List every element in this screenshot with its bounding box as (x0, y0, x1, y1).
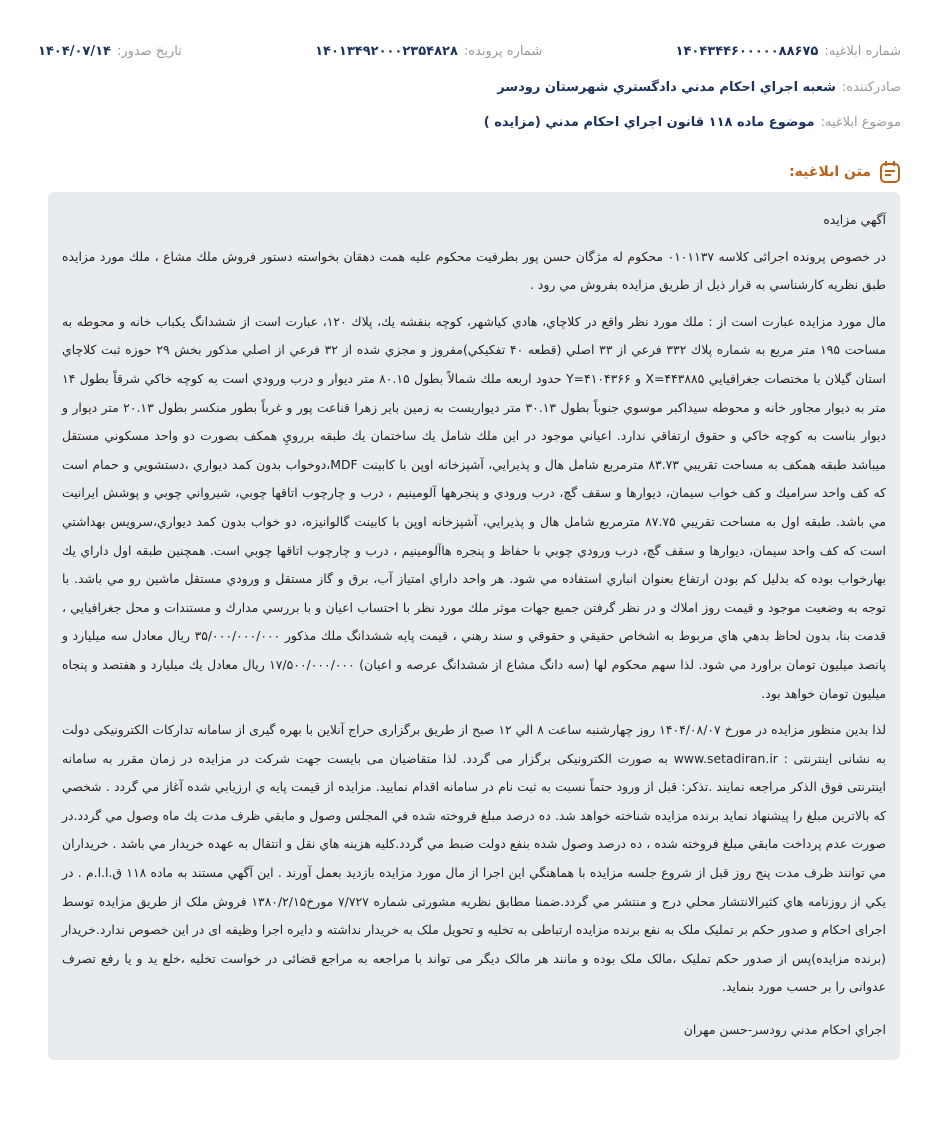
case-number (315, 44, 542, 59)
issue-date-value: ۱۴۰۴/۰۷/۱۴ (38, 44, 111, 59)
subject-row (38, 115, 901, 130)
notice-number-label: شماره ابلاغیه: (824, 44, 901, 59)
notice-title: آگهي مزايده (823, 212, 886, 227)
issue-date-label: تاریخ صدور: (117, 44, 182, 59)
notice-paragraph: مال مورد مزايده عبارت است از : ملك مورد نظر واقع در كلاچاي، هادي كياشهر، كوچه بنفشه يك، پلاك ۱۲۰، عبارت است از ششدانگ يكباب خانه و محوطه به مساحت ۱۹۵ متر مربع به شماره پلاك ۳۳۲ فرعي از ۳۳ اصلي (قطعه ۴۰ تفكيكي)مفروز و مجزي شده از ۳۲ فرعي از اصلي مذكور بخش ۲۹ حوزه ثبت كلاچاي استان گيلان با مختصات جغرافيايي X=۴۴۳۸۸۵ و Y=۴۱۰۴۳۶۶ حدود اربعه ملك شمالاً بطول ۸۰.۱۵ متر ديوار و درب ورودي است به كوچه خاكي شرقاً بطول ۱۴ متر به ديوار مجاور خانه و محوطه سيداكبر موسوي جنوباً بطول ۳۰.۱۳ متر ديواريست به زمين باير زهرا قناعت پور و غرباً بطور منكسر بطول ۲۰.۱۳ متر ديوار و ديوار بناست به كوچه خاكي و حقوق ارتفاقي ندارد. اعياني موجود در اين ملك شامل يك ساختمان يك طبقه بررويِ همكف بصورت دو واحد مسكوني مستقل ميباشد طبقه همكف به مساحت تقريبي ۸۳.۷۳ مترمربع شامل هال و پذيرايي، آشپزخانه اوپن با كابينت MDF،دوخواب بدون كمد ديواري ،دستشويي و حمام است كه كف واحد سراميك و كف خواب سيمان، ديوارها و سقف گچ، درب ورودي و پنجرهها آلومينيم ، درب و چارچوب اتاقها چوبي، شيرواني چوبي و پوشش ايرانيت مي باشد. طبقه اول به مساحت تقريبي ۸۷.۷۵ مترمربع شامل هال و پذيرايي، آشپزخانه اوپن با كابينت گالوانيزه، دو خواب بدون كمد ديواري،سرويس بهداشتي است كه كف واحد سيمان، ديوارها و سقف گچ، درب ورودي چوبي با حفاظ و پنجره هاآلومينيم ، درب و چارچوب اتاقها چوبي است. همچنين طبقه اول داراي يك بهارخواب بوده كه بدليل كم بودن ارتفاع بعنوان انباري استفاده مي شود. هر واحد داراي امتياز آب، برق و گاز مستقل و ورودي مستقل ماشين رو مي باشد. با توجه به وضعيت موجود و قيمت روز املاك و در نظر گرفتن جميع جهات موثر ملك مورد نظر با احتساب اعيان و با بررسي مدارك و مستندات و محل جغرافيايي ، قدمت بنا، بدون لحاظ بدهي هاي مربوط به اشخاص حقيقي و حقوقي و سند رهني ، قيمت پايه ششدانگ ملك مذكور ۳۵/۰۰۰/۰۰۰/۰۰۰ ريال معادل سه ميليارد و پانصد ميليون تومان براورد مي شود. لذا سهم محكوم لها (سه دانگ مشاع از ششدانگ عرصه و اعيان) ۱۷/۵۰۰/۰۰۰/۰۰۰ ريال معادل يك ميليارد و هفتصد و پنجاه ميليون تومان خواهد بود. (62, 313, 887, 701)
notice-signature: اجراي احكام مدني رودسر-حسن مهران (683, 1022, 886, 1038)
notepad-icon (879, 160, 901, 184)
issuer-value: شعبه اجراي احكام مدني دادگستري شهرستان رودسر (497, 80, 836, 95)
notice-body (48, 192, 900, 1060)
issuer-row (38, 80, 901, 95)
notice-number-value: ۱۴۰۴۳۴۴۶۰۰۰۰۰۸۸۶۷۵ (675, 44, 819, 59)
case-number-label: شماره پرونده: (463, 44, 543, 59)
notice-number (676, 44, 901, 59)
subject-label: موضوع ابلاغیه: (820, 115, 901, 130)
notice-meta-row (38, 44, 901, 59)
notice-paragraph: لذا بدين منظور مزايده در مورخ ۱۴۰۴/۰۸/۰۷ روز چهارشنبه ساعت ۸ الي ۱۲ صبح از طریق برگزاری حراج آنلاین با بهره گیری از سامانه تدارکات الکترونیکی دولت به نشانی اینترنتی : www.setadiran.ir به صورت الکترونیکی برگزار می گردد. لذا متقاضیان می بایست جهت شرکت در مزایده در زمان مقرر به سامانه اینترنتی فوق الذکر مراجعه نمایند .تذکر: قبل از ورود حتماً نسبت به ثبت نام در سامانه اقدام نمایید. مزايده از قيمت پايه ي ارزيابي شده آغاز مي گردد . شخصي كه بالاترين مبلغ را پيشنهاد نمايد برنده مزايده شناخته خواهد شد. ده درصد مبلغ فروخته شده في المجلس وصول و مابقي ظرف مدت يك ماه وصول مي گردد.در صورت عدم پرداخت مابقي مبلغ فروخته شده ، ده درصد وصول شده بنفع دولت ضبط مي گردد.كليه هزينه هاي نقل و انتقال به عهده خريدار مي باشد . خريداران مي توانند ظرف مدت پنج روز قبل از شروع جلسه مزايده با هماهنگي اين اجرا از مال مورد مزايده بازديد بعمل آورند . اين آگهي مستند به ماده ۱۱۸ ق.ا.ا.م . در يكي از روزنامه هاي كثيرالانتشار محلي درج و منتشر مي گردد.ضمنا مطابق نظریه مشورتی شماره ۷/۷۲۷ مورخ۱۳۸۰/۲/۱۵ فروش ملک از طریق مزایده توسط اجرای احکام و صدور حکم بر تملیک ملک به نفع برنده مزایده ارتباطی به تخلیه و تحویل ملک به خریدار نداشته و دایره اجرا وظیفه ای در این خصوص ندارد.خریدار (برنده مزایده)پس از صدور حکم تملیک ،مالک ملک بوده و مانند هر مالک دیگر می تواند با مراجعه به مراجع قضائی در خواست تخلیه ،خلع ید و یا رفع تصرف عدوانی را بر حسب مورد بنماید. (62, 722, 887, 995)
notice-text-heading (789, 160, 901, 184)
notice-paragraph: در خصوص پرونده اجرائی کلاسه ۰۱۰۱۱۳۷ محکوم له مژگان حسن پور بطرفیت محکوم علیه همت دهقان بخواسته دستور فروش ملك مشاع ، ملك مورد مزايده طبق نظريه كارشناسي به قرار ذيل از طريق مزايده بفروش مي رود . (62, 248, 887, 293)
subject-value: موضوع ماده ۱۱۸ قانون اجراي احكام مدني (مزايده ) (483, 115, 815, 130)
issue-date (38, 44, 182, 59)
notice-text-heading-label: متن ابلاغیه: (789, 164, 871, 180)
case-number-value: ۱۴۰۱۳۴۹۲۰۰۰۲۳۵۴۸۲۸ (315, 44, 458, 59)
issuer-label: صادرکننده: (841, 80, 901, 95)
